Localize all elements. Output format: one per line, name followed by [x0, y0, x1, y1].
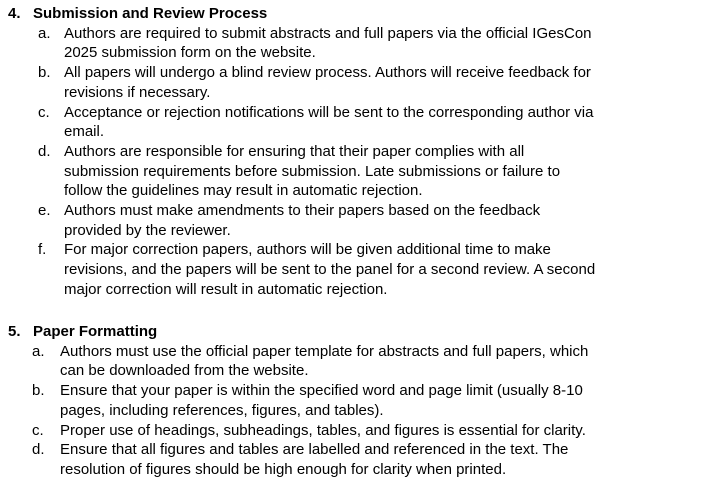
list-item-marker: c. [38, 103, 50, 121]
list-item-text [60, 440, 715, 479]
list-item-text [60, 342, 715, 381]
list-item-line: provided by the reviewer. [64, 221, 231, 239]
list-item-marker: d. [38, 142, 51, 160]
list-item-line: Authors must use the official paper template for abstracts and full papers, which [60, 342, 589, 360]
list-item-text [64, 24, 714, 63]
list-item-line: Authors are responsible for ensuring that their paper complies with all [64, 142, 525, 160]
list-item [0, 240, 717, 299]
section-title: Paper Formatting [33, 323, 158, 340]
list-item-line: revisions if necessary. [64, 83, 211, 101]
section-submission-review [0, 4, 717, 300]
list-item-line: resolution of figures should be high enough for clarity when printed. [60, 460, 507, 478]
list-item-line: Authors are required to submit abstracts and full papers via the official IGesCon [64, 24, 592, 42]
list-item-line: Ensure that all figures and tables are labelled and referenced in the text. The [60, 441, 569, 459]
list-item [0, 103, 717, 142]
list-item [0, 142, 717, 201]
section-heading [0, 322, 717, 342]
list-item-line: can be downloaded from the website. [60, 362, 309, 380]
list-item-marker: a. [32, 342, 45, 360]
list [0, 24, 717, 300]
list-item-line: All papers will undergo a blind review process. Authors will receive feedback for [64, 64, 591, 82]
list-item-line: email. [64, 123, 105, 141]
list-item-text [64, 240, 714, 299]
list-item-text [64, 63, 714, 102]
list-item-text [64, 142, 714, 201]
list-item-line: major correction will result in automatic rejection. [64, 280, 388, 298]
list-item-marker: c. [32, 421, 44, 439]
list-item-line: Proper use of headings, subheadings, tables, and figures is essential for clarity. [60, 421, 586, 439]
list-item-line: follow the guidelines may result in automatic rejection. [64, 182, 423, 200]
list-item-text [64, 103, 714, 142]
list-item-marker: f. [38, 241, 47, 259]
list-item-line: Ensure that your paper is within the specified word and page limit (usually 8-10 [60, 382, 583, 400]
list-item [0, 63, 717, 102]
list-item-line: revisions, and the papers will be sent to the panel for a second review. A second [64, 261, 596, 279]
section-title: Submission and Review Process [33, 5, 268, 22]
list [0, 342, 717, 480]
list-item-line: For major correction papers, authors will be given additional time to make [64, 241, 551, 259]
list-item-marker: a. [38, 24, 51, 42]
section-heading [0, 4, 717, 24]
list-item-text [60, 421, 715, 441]
list-item [0, 421, 717, 441]
list-item-marker: b. [32, 382, 45, 400]
list-item-line: 2025 submission form on the website. [64, 44, 316, 62]
list-item-marker: d. [32, 441, 45, 459]
list-item-line: pages, including references, figures, and tables). [60, 401, 384, 419]
list-item [0, 342, 717, 381]
list-item-marker: e. [38, 202, 51, 220]
section-number: 4. [8, 5, 21, 22]
list-item [0, 24, 717, 63]
list-item [0, 381, 717, 420]
list-item-marker: b. [38, 64, 51, 82]
section-number: 5. [8, 323, 21, 340]
list-item-line: submission requirements before submission. Late submissions or failure to [64, 162, 561, 180]
list-item-text [64, 201, 714, 240]
list-item-line: Authors must make amendments to their papers based on the feedback [64, 202, 541, 220]
list-item-text [60, 381, 715, 420]
list-item [0, 440, 717, 479]
list-item-line: Acceptance or rejection notifications will be sent to the corresponding author via [64, 103, 594, 121]
list-item [0, 201, 717, 240]
section-paper-formatting [0, 322, 717, 480]
